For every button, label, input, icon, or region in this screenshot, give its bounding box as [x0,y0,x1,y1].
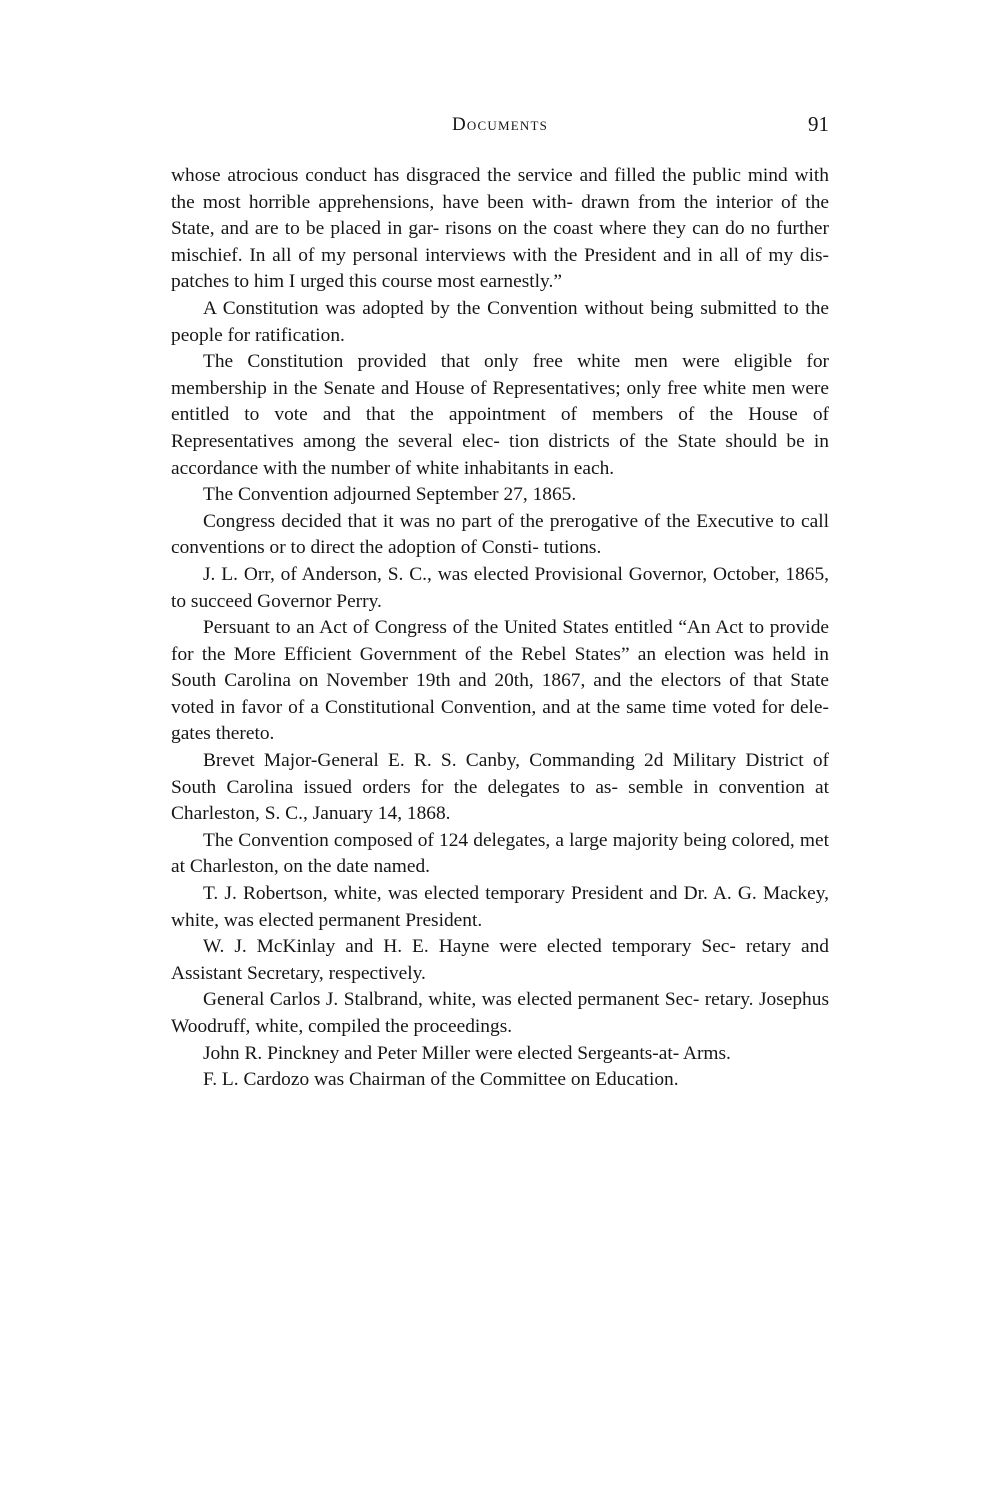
body-text [171,163,829,1094]
paragraph-convention-composed: The Convention composed of 124 delegates, a large majority being colored, met at Charleston, on the date named. [171,829,829,878]
paragraph-secretaries-elected: W. J. McKinlay and H. E. Hayne were elected temporary Sec- retary and Assistant Secretary, respectively. [171,936,829,984]
paragraph-congress-decision: Congress decided that it was no part of the prerogative of the Executive to call conventions or to direct the adoption of Consti- tutions. [171,510,829,559]
paragraph-stalbrand-secretary: General Carlos J. Stalbrand, white, was elected permanent Sec- retary. Josephus Woodruff, white, compiled the proceedings. [171,989,829,1037]
paragraph-sergeants-at-arms: John R. Pinckney and Peter Miller were elected Sergeants-at- Arms. [203,1042,731,1064]
paragraph-continued: whose atrocious conduct has disgraced the service and filled the public mind with the most horrible apprehensions, have been with- drawn from the interior of the State, and are to be placed in gar- risons on the coast where they can do no further mischief. In all of my personal interviews with the President and in all of my dis- patches to him I urged this course most earnestly.” [171,165,829,293]
paragraph-cardozo-education: F. L. Cardozo was Chairman of the Committee on Education. [203,1069,679,1091]
paragraph-presidents-elected: T. J. Robertson, white, was elected temporary President and Dr. A. G. Mackey, white, was elected permanent President. [171,883,829,931]
running-head: Documents [451,114,549,135]
paragraph-convention-adjourned: The Convention adjourned September 27, 1865. [203,484,577,506]
paragraph-canby-orders: Brevet Major-General E. R. S. Canby, Commanding 2d Military District of South Carolina issued orders for the delegates to as- semble in convention at Charleston, S. C., January 14, 1868. [171,750,829,825]
paragraph-act-of-congress: Persuant to an Act of Congress of the United States entitled “An Act to provide for the More Efficient Government of the Rebel States” an election was held in South Carolina on November 19th and 20th, 1867, and the electors of that State voted in favor of a Constitutional Convention, and at the same time voted for dele- gates thereto. [171,617,829,745]
page-header [171,114,829,142]
page-number: 91 [808,112,829,136]
paragraph-constitution-adopted: A Constitution was adopted by the Convention without being submitted to the people for ratification. [171,297,829,346]
paragraph-orr-elected: J. L. Orr, of Anderson, S. C., was elected Provisional Governor, October, 1865, to succeed Governor Perry. [171,563,829,612]
paragraph-constitution-provisions: The Constitution provided that only free white men were eligible for membership in the Senate and House of Representatives; only free white men were entitled to vote and that the appointment of members of the House of Representatives among the several elec- tion districts of the State should be in accordance with the number of white inhabitants in each. [171,351,829,479]
